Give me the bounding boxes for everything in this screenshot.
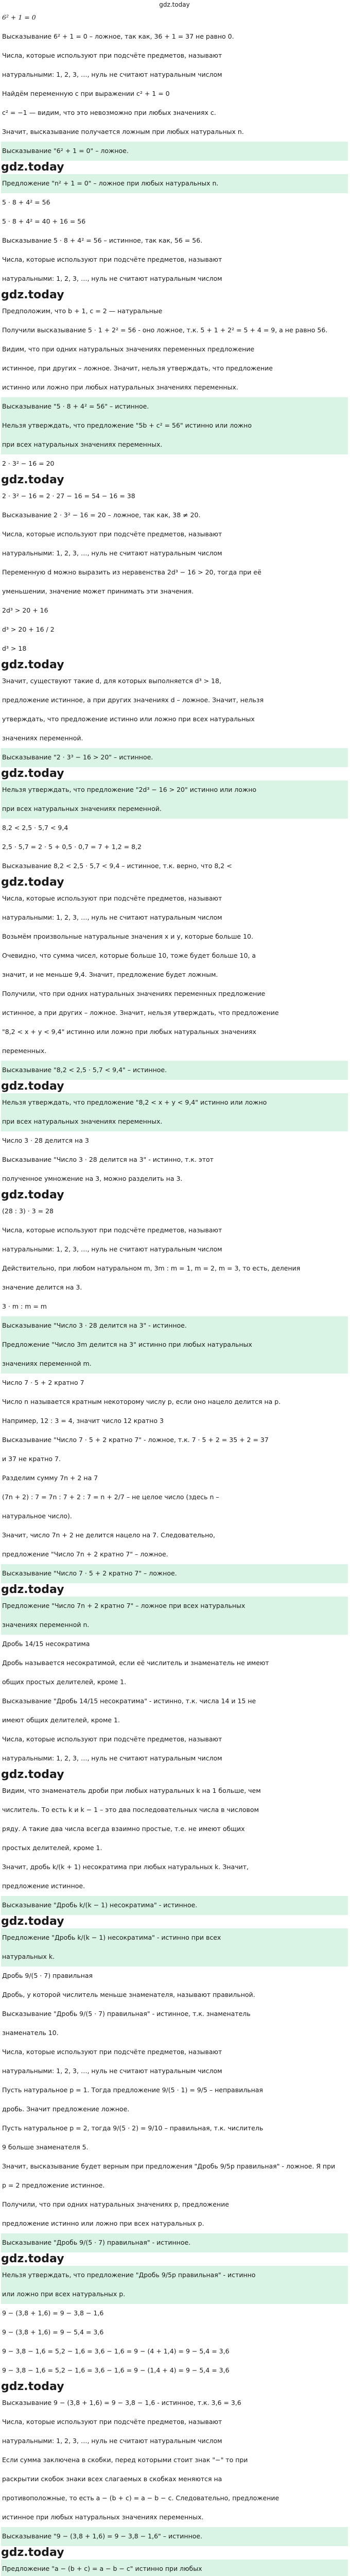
text-line: имеют общих делителей, кроме 1. — [2, 1716, 120, 1724]
text-line: Высказывание "Число 7 · 5 + 2 кратно 7" - ложное, т.к. 7 · 5 + 2 = 35 + 2 = 37 — [2, 1436, 269, 1444]
text-line: Пусть натуральное p = 2, тогда 9/(5 · 2) = 9/10 – правильная, т.к. числитель — [2, 2124, 264, 2132]
watermark-label: gdz.today — [1, 876, 64, 889]
text-line: Числа, которые используют при подсчёте предметов, называют — [2, 530, 222, 538]
conclusion-line: при всех натуральных значениях переменных. — [1, 435, 348, 454]
conclusion-line: Высказывание "8,2 < 2,5 · 5,7 < 9,4" – истинное. — [1, 1061, 348, 1080]
text-line: 5 · 8 + 4² = 40 + 16 = 56 — [2, 217, 86, 225]
text-line: 2 · 3² − 16 = 20 — [2, 460, 55, 467]
text-line: Значит, дробь k/(k + 1) несократима при любых натуральных k. Значит, — [2, 1863, 249, 1871]
text-line: Очевидно, что сумма чисел, которые больше 10, тоже будет больше 10, а — [2, 952, 256, 959]
conclusion-line: значениях переменной n. — [1, 1616, 348, 1635]
text-line: натуральными: 1, 2, 3, …, нуль не считают натуральным числом — [2, 549, 222, 557]
text-line: 9 − (3,8 + 1,6) = 9 − 5,4 = 3,6 — [2, 2328, 104, 2336]
text-line: натуральными: 1, 2, 3, …, нуль не считают натуральным числом — [2, 71, 222, 78]
conclusion-line: Предложение "a − (b + c) = a − b − c" истинно при любых — [1, 2560, 348, 2576]
text-line: Возьмём произвольные натуральные значения x и y, которые больше 10. — [2, 933, 253, 940]
text-line: Разделим сумму 7n + 2 на 7 — [2, 1474, 98, 1482]
text-line: Высказывание 2 · 3² − 16 = 20 – ложное, так как, 38 ≠ 20. — [2, 511, 201, 519]
text-line: 9 − 3,8 − 1,6 = 5,2 − 1,6 = 3,6 − 1,6 = 9 − (4 + 1,4) = 9 − 5,4 = 3,6 — [2, 2347, 230, 2355]
text-line: Значит, число 7n + 2 не делится нацело на 7. Следовательно, — [2, 1531, 215, 1539]
text-line: Числа, которые используют при подсчёте предметов, называют — [2, 52, 222, 59]
text-line: Значит, высказывание получается ложным при любых натуральных n. — [2, 128, 244, 135]
text-line: истинное, а при других – ложное. Значит, нельзя утверждать, что предложение — [2, 1009, 279, 1016]
text-line: p = 2 предложение истинное. — [2, 2181, 105, 2189]
watermark-label: gdz.today — [1, 1080, 64, 1093]
text-line: 2 · 3² − 16 = 2 · 27 − 16 = 54 − 16 = 38 — [2, 492, 135, 500]
text-line: дробь. Значит предложение ложное. — [2, 2105, 130, 2113]
text-line: числитель. То есть k и k − 1 – это два последовательных числа в числовом — [2, 1806, 259, 1814]
text-line: истинное при любых натуральных значениях переменных. — [2, 2513, 204, 2521]
watermark-label: gdz.today — [1, 473, 64, 486]
text-line: 5 · 8 + 4² = 56 — [2, 198, 50, 206]
conclusion-line: Высказывание "Дробь k/(k − 1) несократима" - истинное. — [1, 1896, 348, 1915]
watermark-label: gdz.today — [1, 767, 64, 780]
conclusion-line: Нельзя утверждать, что предложение "5b + c² = 56" истинно или ложно — [1, 416, 348, 435]
text-line: Числа, которые используют при подсчёте предметов, называют — [2, 2418, 222, 2426]
text-line: Значит, существуют такие d, для которых выполняется d³ > 18, — [2, 677, 221, 685]
watermark-label: gdz.today — [1, 161, 64, 174]
conclusion-line: Предложение "Число 3m делится на 3" истинно при любых натуральных — [1, 1335, 348, 1354]
text-line: Получили высказывание 5 · 1 + 2² = 56 - оно ложное, т.к. 5 + 1 + 2² = 5 + 4 = 9, а не равно 56. — [2, 326, 328, 334]
text-line: предложение "Число 7n + 2 кратно 7" – ложное. — [2, 1550, 168, 1558]
text-line: 9 больше знаменателя 5. — [2, 2143, 89, 2151]
text-line: 3 · m : m = m — [2, 1302, 47, 1310]
text-line: значит, и не меньше 9,4. Значит, предложение будет ложным. — [2, 971, 218, 978]
text-line: Получили, что при одних натуральных значениях переменных предложение — [2, 990, 266, 997]
text-line: натуральными: 1, 2, 3, …, нуль не считают натуральным числом — [2, 1754, 222, 1762]
text-line: Числа, которые используют при подсчёте предметов, называют — [2, 1735, 222, 1743]
text-line: Высказывание "Дробь 14/15 несократима" - истинно, т.к. числа 14 и 15 не — [2, 1697, 256, 1705]
text-line: переменных. — [2, 1047, 47, 1055]
text-line: полученное умножение на 3, можно разделить на 3. — [2, 1175, 183, 1182]
text-line: Получили, что при одних натуральных значениях p, предложение — [2, 2200, 229, 2208]
conclusion-line: натуральных k. — [1, 1947, 348, 1967]
watermark-label: gdz.today — [1, 1768, 64, 1781]
text-line: натуральными: 1, 2, 3, …, нуль не считают натуральным числом — [2, 913, 222, 921]
text-line: Например, 12 : 3 = 4, значит число 12 кратно 3 — [2, 1417, 164, 1425]
text-line: (28 : 3) · 3 = 28 — [2, 1207, 54, 1215]
text-line: истинное, при других – ложное. Значит, нельзя утверждать, что предложение — [2, 364, 273, 372]
text-line: противоположные, то есть a − (b + c) = a − b − c. Следовательно, предложение — [2, 2494, 279, 2502]
text-line: истинно или ложно при любых натуральных значениях переменных. — [2, 383, 238, 391]
text-line: общих простых делителей, кроме 1. — [2, 1678, 127, 1686]
conclusion-line: при всех натуральных значениях переменных. — [1, 1112, 348, 1131]
text-line: предложение истинно или ложно при всех натуральных p. — [2, 2219, 204, 2227]
conclusion-line: Высказывание "Дробь 9/(5 · 7) правильная" - истинное. — [1, 2233, 348, 2252]
conclusion-line: значениях переменной m. — [1, 1354, 348, 1374]
conclusion-line: Высказывание "2 · 3³ − 16 > 20" – истинное. — [1, 748, 348, 767]
text-line: значениях переменной. — [2, 734, 83, 742]
conclusion-line: Нельзя утверждать, что предложение "Дробь 9/5p правильная" - истинно — [1, 2266, 348, 2285]
text-line: Высказывание 5 · 8 + 4² = 56 – истинное, так как, 56 = 56. — [2, 236, 203, 244]
conclusion-line: при всех натуральных значениях переменной. — [1, 800, 348, 819]
text-line: Предположим, что b + 1, c = 2 — натуральные — [2, 307, 163, 315]
text-line: "8,2 < x + y < 9,4" истинно или ложно при любых натуральных значениях — [2, 1028, 256, 1036]
conclusion-line: Высказывание "5 · 8 + 4² = 56" – истинное. — [1, 397, 348, 416]
text-line: Числа, которые используют при подсчёте предметов, называют — [2, 256, 222, 263]
conclusion-line: Предложение "n² + 1 = 0" – ложное при любых натуральных n. — [1, 174, 348, 193]
text-line: предложение истинное, а при других значениях d – ложное. Значит, нельзя — [2, 696, 264, 704]
text-line: Число 7 · 5 + 2 кратно 7 — [2, 1379, 84, 1386]
text-line: 2d³ > 20 + 16 — [2, 606, 48, 614]
text-line: утверждать, что предложение истинно или ложно при всех натуральных — [2, 715, 255, 723]
conclusion-line: Высказывание "6² + 1 = 0" – ложное. — [1, 142, 348, 161]
watermark-label: gdz.today — [1, 1583, 64, 1596]
text-line: 2,5 · 5,7 = 2 · 5 + 0,5 · 0,7 = 7 + 1,2 = 8,2 — [2, 843, 142, 851]
conclusion-line: Нельзя утверждать, что предложение "2d³ − 16 > 20" истинно или ложно — [1, 781, 348, 800]
text-line: предложение истинное. — [2, 1882, 85, 1890]
text-line: Переменную d можно выразить из неравенства 2d³ − 16 > 20, тогда при её — [2, 568, 261, 576]
watermark-label: gdz.today — [1, 2546, 64, 2559]
text-line: Числа, которые используют при подсчёте предметов, называют — [2, 894, 222, 902]
text-line: уменьшении, значение может принимать эти значения. — [2, 587, 194, 595]
text-line: натуральными: 1, 2, 3, …, нуль не считают натуральным числом — [2, 2437, 222, 2445]
conclusion-line: Нельзя утверждать, что предложение "8,2 < x + y < 9,4" истинно или ложно — [1, 1093, 348, 1112]
watermark-label: gdz.today — [1, 658, 64, 671]
text-line: Высказывание 9 − (3,8 + 1,6) = 9 − 3,8 − 1,6 - истинное, т.к. 3,6 = 3,6 — [2, 2399, 241, 2406]
text-line: Дробь, у которой числитель меньше знаменателя, называют правильной. — [2, 1991, 255, 1998]
solution-content — [1, 8, 348, 2576]
text-line: Число 3 · 28 делится на 3 — [2, 1137, 89, 1144]
text-line: простых делителей, кроме 1. — [2, 1844, 102, 1852]
text-line: c² = −1 — видим, что это невозможно при любых значениях c. — [2, 109, 216, 116]
text-line: Если сумма заключена в скобки, перед которыми стоит знак "−" то при — [2, 2456, 248, 2464]
text-line: натуральными: 1, 2, 3, …, нуль не считают натуральным числом — [2, 275, 222, 282]
text-line: Дробь 9/(5 · 7) правильная — [2, 1972, 93, 1979]
conclusion-line: Высказывание "9 − (3,8 + 1,6) = 9 − 3,8 − 1,6" – истинное. — [1, 2527, 348, 2546]
text-line: натуральными: 1, 2, 3, …, нуль не считают натуральным числом — [2, 2067, 222, 2075]
watermark-label: gdz.today — [1, 1189, 64, 1201]
text-line: d³ > 20 + 16 / 2 — [2, 625, 55, 633]
conclusion-line: Высказывание "Число 7 · 5 + 2 кратно 7" – ложное. — [1, 1564, 348, 1583]
text-line: (7n + 2) : 7 = 7n : 7 + 2 : 7 = n + 2/7 – не целое число (здесь n – — [2, 1493, 219, 1501]
text-line: Видим, что знаменатель дроби при любых натуральных k на 1 больше, чем — [2, 1787, 261, 1794]
text-line: Пусть натуральное p = 1. Тогда предложение 9/(5 · 1) = 9/5 – неправильная — [2, 2086, 263, 2094]
watermark-label: gdz.today — [1, 2380, 64, 2393]
text-line: натуральное число). — [2, 1512, 72, 1520]
text-line: Видим, что при одних натуральных значениях переменных предложение — [2, 345, 255, 353]
text-line: Значит, высказывание будет верным при предложения "Дробь 9/5p правильная" - ложное. Я при — [2, 2162, 336, 2170]
text-line: Действительно, при любом натуральном m, 3m : m = 1, m = 2, m = 3, то есть, деления — [2, 1264, 301, 1272]
text-line: Числа, которые используют при подсчёте предметов, называют — [2, 2048, 222, 2056]
text-line: и 37 не кратно 7. — [2, 1455, 61, 1463]
text-line: Найдём переменную c при выражении c² + 1 = 0 — [2, 90, 170, 97]
conclusion-line: Высказывание "Число 3 · 28 делится на 3" - истинное. — [1, 1316, 348, 1335]
watermark-label: gdz.today — [1, 2252, 64, 2265]
text-line: раскрытии скобок знаки всех слагаемых в скобках меняются на — [2, 2475, 222, 2483]
text-line: Числа, которые используют при подсчёте предметов, называют — [2, 1226, 222, 1234]
text-line: 9 − (3,8 + 1,6) = 9 − 3,8 − 1,6 — [2, 2309, 104, 2317]
text-line: 9 − 3,8 − 1,6 = 5,2 − 1,6 = 3,6 − 1,6 = 9 − (1,4 + 4) = 9 − 5,4 = 3,6 — [2, 2366, 230, 2374]
text-line: ряду. А такие два числа всегда взаимно простые, т.е. не имеют общих — [2, 1825, 245, 1833]
conclusion-line: Предложение "Дробь k/(k − 1) несократима" - истинно при всех — [1, 1928, 348, 1947]
text-line: Число n называется кратным некоторому числу p, если оно нацело делится на p. — [2, 1398, 281, 1405]
text-line: Дробь 14/15 несократима — [2, 1640, 90, 1648]
conclusion-line: или ложно при всех натуральных p. — [1, 2285, 348, 2304]
text-line: Высказывание "Дробь 9/(5 · 7) правильная" - истинное, т.к. знаменатель — [2, 2010, 251, 2018]
text-line: 6² + 1 = 0 — [2, 13, 36, 21]
text-line: 8,2 < 2,5 · 5,7 < 9,4 — [2, 824, 68, 832]
text-line: Высказывание "Число 3 · 28 делится на 3" - истинно, т.к. этот — [2, 1156, 214, 1163]
text-line: натуральными: 1, 2, 3, …, нуль не считают натуральным числом — [2, 1245, 222, 1253]
text-line: d³ > 18 — [2, 645, 27, 652]
text-line: значение делится на 3. — [2, 1283, 82, 1291]
watermark-label: gdz.today — [1, 1915, 64, 1928]
text-line: Высказывание 6² + 1 = 0 – ложное, так как, 36 + 1 = 37 не равно 0. — [2, 32, 234, 40]
watermark-label: gdz.today — [1, 289, 64, 301]
text-line: Дробь называется несократимой, если её числитель и знаменатель не имеют — [2, 1659, 269, 1667]
site-header-label[interactable]: gdz.today — [159, 1, 190, 8]
conclusion-line: Предложение "Число 7n + 2 кратно 7" – ложное при всех натуральных — [1, 1597, 348, 1616]
text-line: Высказывание 8,2 < 2,5 · 5,7 < 9,4 – истинное, т.к. верно, что 8,2 < — [2, 862, 232, 870]
text-line: знаменатель 10. — [2, 2029, 59, 2037]
